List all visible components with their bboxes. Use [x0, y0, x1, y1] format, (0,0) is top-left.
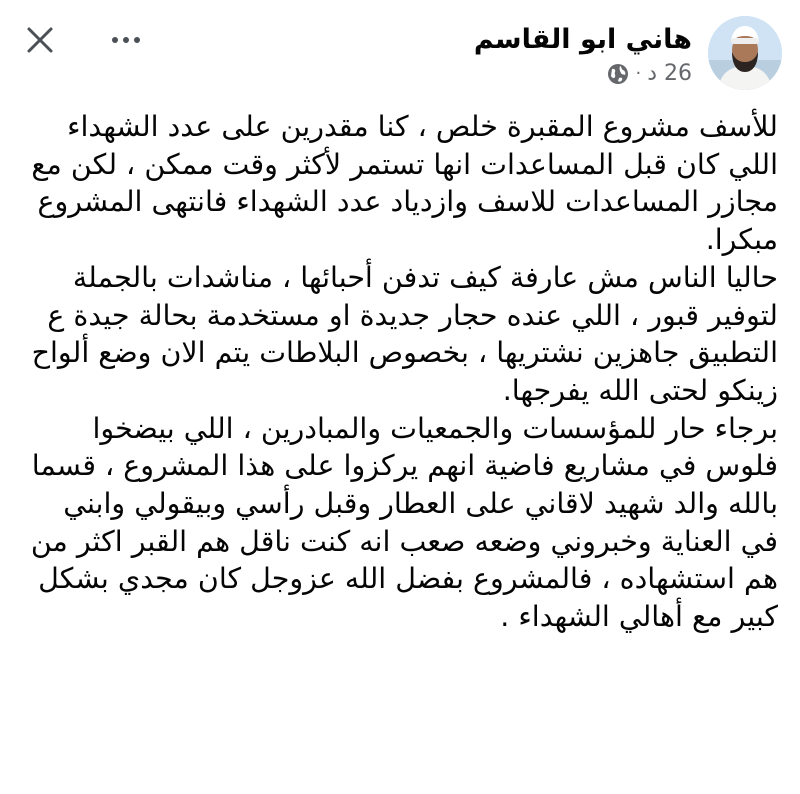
globe-icon[interactable]: [607, 63, 629, 85]
post-time[interactable]: 26 د: [647, 61, 692, 86]
close-button[interactable]: [22, 22, 58, 58]
author-info: [474, 22, 692, 88]
meta-separator: ·: [635, 63, 642, 84]
post-meta: [474, 60, 692, 88]
post-paragraph-3: برجاء حار للمؤسسات والجمعيات والمبادرين ، اللي بيضخوا فلوس في مشاريع فاضية انهم يركزوا على هذا المشروع ، قسما بالله والد شهيد لاقاني على العطار وقبل رأسي وبيقولي وابني في العناية وخبروني وضعه صعب انه كنت ناقل هم القبر اكثر من هم استشهاده ، فالمشروع بفضل الله عزوجل كان مجدي بشكل كبير مع أهالي الشهداء .: [30, 411, 778, 634]
post-paragraph-1: للأسف مشروع المقبرة خلص ، كنا مقدرين على عدد الشهداء اللي كان قبل المساعدات انها تستمر لأكثر وقت ممكن ، لكن مع مجازر المساعدات للاسف وازدياد عدد الشهداء فانتهى المشروع مبكرا.: [31, 110, 778, 257]
author-name[interactable]: هاني ابو القاسم: [473, 24, 692, 55]
more-options-button[interactable]: [106, 22, 146, 58]
close-icon: [25, 25, 55, 55]
avatar[interactable]: [708, 16, 782, 90]
post-paragraph-2: حاليا الناس مش عارفة كيف تدفن أحبائها ، مناشدات بالجملة لتوفير قبور ، اللي عنده حجار جديدة او مستخدمة بحالة جيدة ع التطبيق جاهزين نشتريها ، بخصوص البلاطات يتم الان وضع ألواح زينكو لحتى الله يفرجها.: [31, 260, 778, 407]
post-header: [0, 14, 800, 98]
more-icon: [110, 35, 142, 45]
post-body: [18, 108, 778, 636]
